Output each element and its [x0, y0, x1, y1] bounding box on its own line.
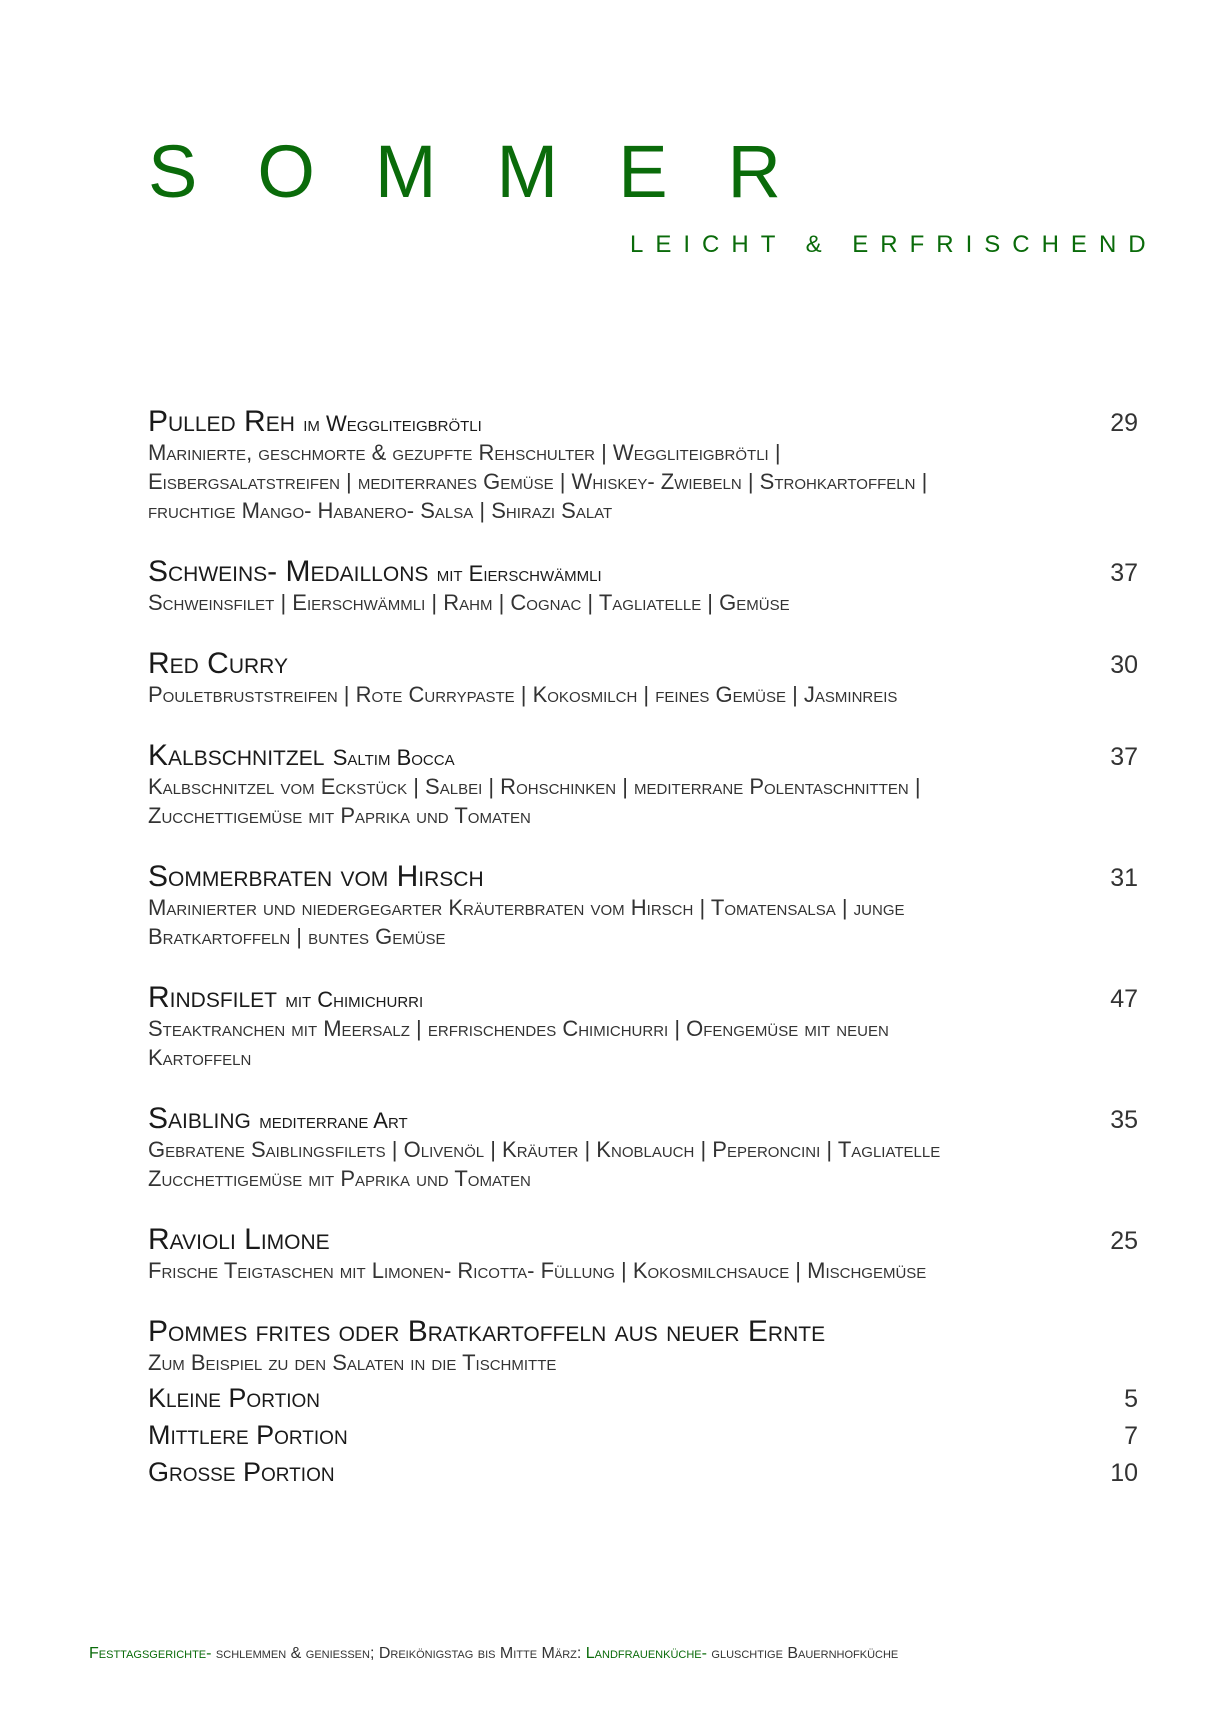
dish-description-line: Eisbergsalatstreifen | mediterranes Gemüse | Whiskey- Zwiebeln | Strohkartoffeln | [148, 469, 928, 494]
menu-item [148, 739, 1138, 830]
dish-price: 37 [1110, 559, 1138, 587]
sides-section [148, 1315, 1138, 1488]
dish-name: Saibling mediterrane Art [148, 1102, 408, 1135]
portion-row [148, 1457, 1138, 1488]
dish-description-line: Frische Teigtaschen mit Limonen- Ricotta- Füllung | Kokosmilchsauce | Mischgemüse [148, 1258, 927, 1283]
dish-description-line: Pouletbruststreifen | Rote Currypaste | Kokosmilch | feines Gemüse | Jasminreis [148, 682, 898, 707]
menu-list [148, 405, 1138, 1518]
menu-item [148, 1102, 1138, 1193]
portion-price: 5 [1124, 1385, 1138, 1413]
portion-label: Grosse Portion [148, 1457, 335, 1487]
portion-label: Kleine Portion [148, 1383, 320, 1413]
menu-item [148, 647, 1138, 709]
menu-item [148, 981, 1138, 1072]
sides-name: Pommes frites oder Bratkartoffeln aus neuer Ernte [148, 1315, 826, 1348]
dish-description-line: fruchtige Mango- Habanero- Salsa | Shirazi Salat [148, 498, 613, 523]
dish-subtitle: mit Eierschwämmli [436, 561, 602, 586]
dish-description-line: Bratkartoffeln | buntes Gemüse [148, 924, 446, 949]
dish-name: Pulled Reh im Weggliteigbrötli [148, 405, 482, 438]
dish-description-line: Kalbschnitzel vom Eckstück | Salbei | Rohschinken | mediterrane Polentaschnitten | [148, 774, 921, 799]
dish-description-line: Kartoffeln [148, 1045, 252, 1070]
dish-price: 37 [1110, 743, 1138, 771]
dish-price: 35 [1110, 1106, 1138, 1134]
portion-row [148, 1420, 1138, 1451]
portion-label: Mittlere Portion [148, 1420, 348, 1450]
dish-description-line: Marinierter und niedergegarter Kräuterbraten vom Hirsch | Tomatensalsa | junge [148, 895, 905, 920]
page-title: SOMMER [148, 130, 841, 213]
menu-item [148, 860, 1138, 951]
dish-price: 31 [1110, 864, 1138, 892]
dish-name: Sommerbraten vom Hirsch [148, 860, 484, 893]
dish-subtitle: mediterrane Art [259, 1108, 408, 1133]
footer-note: Festtagsgerichte- schlemmen & geniessen; Dreikönigstag bis Mitte März: Landfrauenküche- gluschtige Bauernhofküche [89, 1645, 899, 1662]
dish-description-line: Zucchettigemüse mit Paprika und Tomaten [148, 1166, 531, 1191]
dish-name: Schweins- Medaillons mit Eierschwämmli [148, 555, 602, 588]
sides-description: Zum Beispiel zu den Salaten in die Tischmitte [148, 1350, 557, 1375]
portion-price: 10 [1110, 1459, 1138, 1487]
dish-description-line: Zucchettigemüse mit Paprika und Tomaten [148, 803, 531, 828]
menu-item [148, 1223, 1138, 1285]
page-subtitle: LEICHT & ERFRISCHEND [630, 231, 1158, 258]
footer-highlight: Landfrauenküche- [585, 1645, 707, 1662]
dish-name: Red Curry [148, 647, 288, 680]
dish-price: 30 [1110, 651, 1138, 679]
menu-item [148, 555, 1138, 617]
footer-highlight: Festtagsgerichte- [89, 1645, 212, 1662]
dish-description-line: Schweinsfilet | Eierschwämmli | Rahm | Cognac | Tagliatelle | Gemüse [148, 590, 790, 615]
dish-description-line: Steaktranchen mit Meersalz | erfrischendes Chimichurri | Ofengemüse mit neuen [148, 1016, 889, 1041]
dish-subtitle: mit Chimichurri [285, 987, 424, 1012]
portion-row [148, 1383, 1138, 1414]
dish-name: Rindsfilet mit Chimichurri [148, 981, 424, 1014]
dish-price: 25 [1110, 1227, 1138, 1255]
dish-name: Kalbschnitzel Saltim Bocca [148, 739, 455, 772]
dish-subtitle: im Weggliteigbrötli [303, 411, 482, 436]
dish-subtitle: Saltim Bocca [332, 745, 455, 770]
dish-description-line: Marinierte, geschmorte & gezupfte Rehschulter | Weggliteigbrötli | [148, 440, 781, 465]
portion-price: 7 [1124, 1422, 1138, 1450]
dish-name: Ravioli Limone [148, 1223, 330, 1256]
menu-item [148, 405, 1138, 525]
dish-description-line: Gebratene Saiblingsfilets | Olivenöl | Kräuter | Knoblauch | Peperoncini | Tagliatelle [148, 1137, 941, 1162]
dish-price: 29 [1110, 409, 1138, 437]
dish-price: 47 [1110, 985, 1138, 1013]
